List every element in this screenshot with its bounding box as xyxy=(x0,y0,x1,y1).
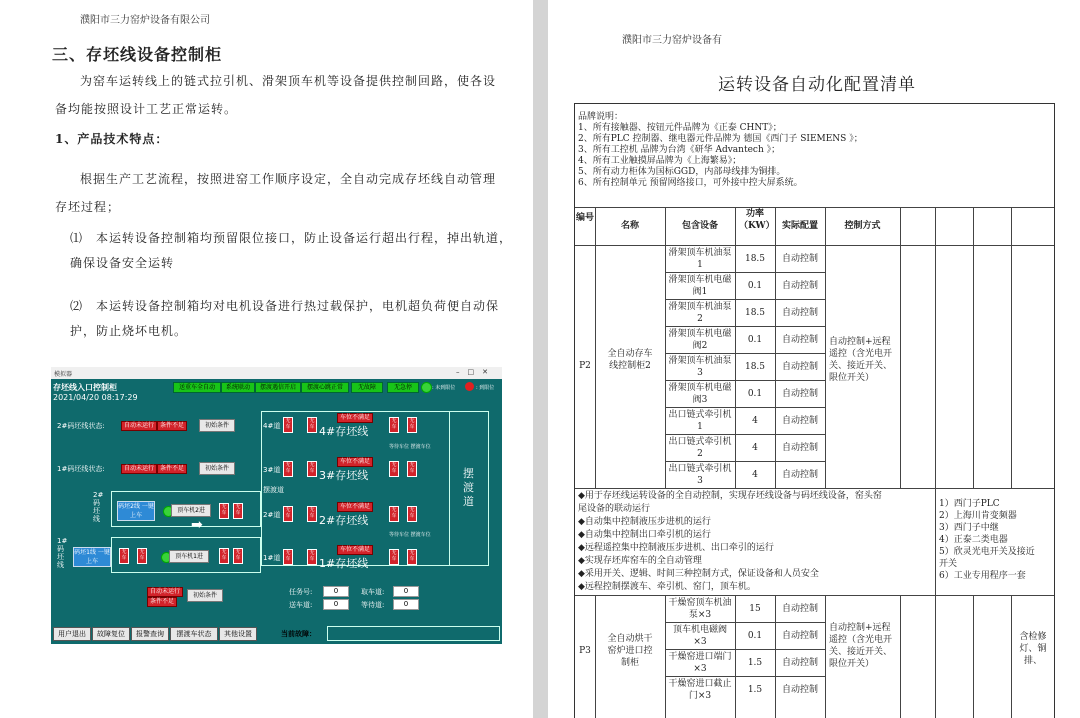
direction-arrow-icon: ➡ xyxy=(191,517,203,533)
table-cell: 滑架顶车机油泵2 xyxy=(668,302,732,324)
brand-note: 1、所有接触器、按钮元件品牌为《正泰 CHNT》； xyxy=(578,123,782,133)
car-slot: 无车 xyxy=(233,548,243,564)
loading-line-1-label: 1# 码 坯 线 xyxy=(57,537,68,569)
component-line: 3）西门子中继 xyxy=(939,523,999,533)
init-condition-button[interactable]: 初始条件 xyxy=(199,419,235,432)
feature-line: ◆自动集中控制出口牵引机的运行 xyxy=(578,530,711,540)
table-cell: 18.5 xyxy=(744,362,766,372)
table-cell: 自动控制 xyxy=(781,389,818,399)
car-slot: 无车 xyxy=(283,461,293,477)
table-cell: 0.1 xyxy=(747,631,763,641)
row-number: P3 xyxy=(579,646,591,656)
table-cell: 自动控制 xyxy=(781,416,818,426)
table-cell: 4 xyxy=(752,443,758,453)
component-line: 6）工业专用程序一套 xyxy=(939,571,1026,581)
feature-line: ◆采用开关、逻辑、时间三种控制方式，保证设备和人员安全 xyxy=(578,569,819,579)
table-cell: 自动控制 xyxy=(781,685,818,695)
feature-line: 尾设备的联动运行 xyxy=(578,504,651,514)
page-header: 濮阳市三力窑炉设备有限公司 xyxy=(80,15,210,26)
channel-label: 4#道 xyxy=(263,422,281,430)
column-header: 功率（KW） xyxy=(739,209,775,231)
table-cell: 自动控制 xyxy=(781,470,818,480)
car-condition-badge: 车位不满足 xyxy=(337,413,373,423)
status-badge: 条件不足 xyxy=(157,421,187,431)
table-cell: 自动控制 xyxy=(781,254,818,264)
car-condition-badge: 车位不满足 xyxy=(337,502,373,512)
configuration-table xyxy=(574,103,1055,718)
cabinet-name: 全自动烘干窑炉进口控制柜 xyxy=(607,634,653,668)
logout-button[interactable]: 用户退出 xyxy=(53,627,91,641)
paragraph-line: 备均能按照设计工艺正常运转。 xyxy=(55,102,238,116)
wait-pos-text: 等待车位 xyxy=(389,444,410,450)
table-cell: 滑架顶车机电磁阀3 xyxy=(668,383,732,405)
row-number: P2 xyxy=(579,361,591,371)
status-button[interactable]: 送重车全自动 xyxy=(173,382,221,393)
extra-note: 含检修灯、铜排、 xyxy=(1019,632,1047,666)
ferry-status-button[interactable]: 摆渡车状态 xyxy=(170,627,218,641)
table-cell: 0.1 xyxy=(747,281,763,291)
table-cell: 滑架顶车机油泵1 xyxy=(668,248,732,270)
car-slot: 无车 xyxy=(219,503,229,519)
status-button[interactable]: 摆渡遇信开启 xyxy=(255,382,301,393)
table-cell: 0.1 xyxy=(747,335,763,345)
table-cell: 滑架顶车机电磁阀2 xyxy=(668,329,732,351)
feature-line: ◆自动集中控制液压步进机的运行 xyxy=(578,517,711,527)
table-cell: 4 xyxy=(752,416,758,426)
hmi-window-titlebar xyxy=(51,367,502,379)
task-no-field[interactable]: 0 xyxy=(323,586,349,597)
car-slot: 无车 xyxy=(137,548,147,564)
brand-note: 4、所有工业触摸屏品牌为《上海繁易》； xyxy=(578,156,742,166)
table-cell: 出口链式牵引机3 xyxy=(668,464,732,486)
hmi-window-title: 模拟器 xyxy=(54,371,73,378)
wait-road-label: 等待道: xyxy=(361,601,385,609)
list-item: ⑵ 本运转设备控制箱均对电机设备进行热过载保护，电机超负荷便自动保 xyxy=(70,299,500,313)
column-header: 控制方式 xyxy=(844,221,881,231)
status-badge: 自动未运行 xyxy=(121,421,157,431)
wait-pos-label xyxy=(389,531,431,538)
send-road-field[interactable]: 0 xyxy=(323,599,349,610)
car-slot: 无车 xyxy=(119,548,129,564)
storage-line-4: 4#存坯线 xyxy=(319,425,369,438)
feature-line: ◆实现存坯库窑车的全自动管理 xyxy=(578,556,702,566)
paragraph-line: 根据生产工艺流程，按照进窑工作顺序设定，全自动完成存坯线自动管理 xyxy=(80,172,497,186)
send-road-label: 送车道: xyxy=(289,601,313,609)
car-slot: 无车 xyxy=(233,503,243,519)
feature-line: ◆远程控制摆渡车、牵引机、窑门，顶车机。 xyxy=(578,582,756,592)
init-condition-button[interactable]: 初始条件 xyxy=(187,589,223,602)
alarm-query-button[interactable]: 报警查询 xyxy=(131,627,169,641)
feature-line: ◆远程遥控集中控制液压步进机、出口牵引的运行 xyxy=(578,543,774,553)
status-button[interactable]: 无急停 xyxy=(387,382,419,393)
table-cell: 自动控制 xyxy=(781,281,818,291)
line2-status-label: 2#码坯线状态: xyxy=(57,422,105,430)
ferry-road-label: 摆渡道 xyxy=(463,467,474,508)
car-condition-badge: 车位不满足 xyxy=(337,457,373,467)
column-header: 包含设备 xyxy=(681,221,718,231)
list-item: 确保设备安全运转 xyxy=(70,256,175,270)
hmi-screenshot xyxy=(51,367,502,644)
status-badge: 条件不足 xyxy=(147,597,177,607)
status-button[interactable]: 摆渡心跳正常 xyxy=(301,382,349,393)
table-cell: 自动控制 xyxy=(781,308,818,318)
car-slot: 无车 xyxy=(307,417,317,433)
current-fault-field xyxy=(327,626,500,641)
subheading: 1、产品技术特点： xyxy=(55,132,169,146)
table-cell: 出口链式牵引机2 xyxy=(668,437,732,459)
take-road-label: 取车道: xyxy=(361,588,385,596)
table-cell: 4 xyxy=(752,470,758,480)
brand-note: 品牌说明： xyxy=(578,112,624,122)
page-header: 濮阳市三力窑炉设备有 xyxy=(622,35,722,46)
init-condition-button[interactable]: 初始条件 xyxy=(199,462,235,475)
column-header: 实际配置 xyxy=(781,221,818,231)
component-line: 2）上海川肯变频器 xyxy=(939,511,1017,521)
table-cell: 干燥窑进口端门×3 xyxy=(668,652,732,674)
table-cell: 自动控制 xyxy=(781,362,818,372)
table-cell: 18.5 xyxy=(744,308,766,318)
brand-note: 2、所有PLC 控制器、继电器元件品牌为 德国《西门子 SIEMENS 》； xyxy=(578,134,863,144)
table-cell: 15 xyxy=(749,604,761,614)
car-slot: 无车 xyxy=(389,461,399,477)
wait-road-field[interactable]: 0 xyxy=(393,599,419,610)
loading-line-2-label: 2# 码 坯 线 xyxy=(93,491,104,523)
car-slot: 无车 xyxy=(407,549,417,565)
channel-label: 2#道 xyxy=(263,511,281,519)
column-header: 名称 xyxy=(620,221,639,231)
cabinet-name: 全自动存车线控制柜2 xyxy=(607,349,653,371)
table-cell: 自动控制 xyxy=(781,604,818,614)
list-item: ⑴ 本运转设备控制箱均预留限位接口，防止设备运行超出行程，掉出轨道， xyxy=(70,231,513,245)
brand-note: 3、所有工控机 品牌为台湾《研华 Advantech 》； xyxy=(578,145,781,155)
table-cell: 1.5 xyxy=(747,658,763,668)
channel-label: 1#道 xyxy=(263,554,281,562)
car-slot: 无车 xyxy=(389,417,399,433)
car-slot: 无车 xyxy=(307,506,317,522)
right-document-page xyxy=(548,0,1080,718)
car-slot: 无车 xyxy=(307,549,317,565)
table-cell: 滑架顶车机电磁阀1 xyxy=(668,275,732,297)
channel-label: 3#道 xyxy=(263,466,281,474)
take-road-field[interactable]: 0 xyxy=(393,586,419,597)
fault-reset-button[interactable]: 故障复位 xyxy=(92,627,130,641)
car-slot: 无车 xyxy=(283,549,293,565)
table-cell: 自动控制 xyxy=(781,443,818,453)
other-settings-button[interactable]: 其他设置 xyxy=(219,627,257,641)
table-cell: 自动控制 xyxy=(781,335,818,345)
car-slot: 无车 xyxy=(283,506,293,522)
car-slot: 无车 xyxy=(407,417,417,433)
table-cell: 顶车机电磁阀×3 xyxy=(672,625,727,647)
component-line: 1）西门子PLC xyxy=(939,499,1000,509)
unlimit-indicator-icon xyxy=(421,382,432,393)
car-slot: 无车 xyxy=(389,506,399,522)
table-cell: 自动控制 xyxy=(781,631,818,641)
table-cell: 干燥窑顶车机油泵×3 xyxy=(668,598,732,620)
control-method: 自动控制+远程遥控（含光电开关、接近开关、限位开关） xyxy=(829,337,893,383)
table-cell: 自动控制 xyxy=(781,658,818,668)
status-badge: 自动未运行 xyxy=(121,464,157,474)
feature-line: ◆用于存坯线运转设备的全自动控制，实现存坯线设备与码坯线设备，窑头窑 xyxy=(578,491,882,501)
current-fault-label: 当前故障： xyxy=(281,630,316,638)
wait-pos-label xyxy=(389,443,431,450)
column-header: 编号 xyxy=(575,213,594,223)
status-button[interactable]: 无故障 xyxy=(351,382,383,393)
brand-note: 6、所有控制单元 预留网络接口，可外接中控大屏系统。 xyxy=(578,178,803,188)
ferry-pos-text: 摆渡车位 xyxy=(410,444,431,450)
hmi-title: 存坯线入口控制柜 xyxy=(53,383,117,392)
list-item: 护，防止烧坏电机。 xyxy=(70,324,188,338)
ferry-road-side-label: 摆渡道 xyxy=(263,486,284,494)
component-line: 4）正泰二类电器 xyxy=(939,535,1008,545)
car-condition-badge: 车位不满足 xyxy=(337,545,373,555)
storage-line-1: 1#存坯线 xyxy=(319,557,369,570)
storage-line-2: 2#存坯线 xyxy=(319,514,369,527)
left-document-page xyxy=(0,0,533,718)
pusher-2-button[interactable]: 顶车机2进 xyxy=(171,504,211,517)
paragraph-line: 存坯过程； xyxy=(55,200,121,214)
paragraph-line: 为窑车运转线上的链式拉引机、滑架顶车机等设备提供控制回路，使各设 xyxy=(80,74,497,88)
control-method: 自动控制+远程遥控（含光电开关、接近开关、限位开关） xyxy=(829,623,893,669)
hmi-datetime: 2021/04/20 08:17:29 xyxy=(53,393,138,402)
table-cell: 滑架顶车机油泵3 xyxy=(668,356,732,378)
status-badge: 自动未运行 xyxy=(147,587,183,597)
pusher-1-button[interactable]: 顶车机1进 xyxy=(169,550,209,563)
car-slot: 无车 xyxy=(283,417,293,433)
ferry-pos-text: 摆渡车位 xyxy=(410,532,431,538)
status-button[interactable]: 系统联动 xyxy=(221,382,255,393)
car-slot: 无车 xyxy=(307,461,317,477)
section-title: 三、存坯线设备控制柜 xyxy=(52,45,223,64)
line1-one-key-button[interactable]: 码坯1线 一键上车 xyxy=(74,549,110,565)
table-cell: 干燥窑进口截止门×3 xyxy=(668,679,732,701)
legend-text: : 到限位 xyxy=(476,385,495,391)
car-slot: 无车 xyxy=(407,506,417,522)
component-line: 开关 xyxy=(939,559,958,569)
status-badge: 条件不足 xyxy=(157,464,187,474)
component-line: 5）欣灵光电开关及接近 xyxy=(939,547,1035,557)
wait-pos-text: 等待车位 xyxy=(389,532,410,538)
task-no-label: 任务号: xyxy=(289,588,313,596)
window-controls-icon[interactable]: –□✕ xyxy=(456,368,496,376)
car-slot: 无车 xyxy=(407,461,417,477)
table-cell: 1.5 xyxy=(747,685,763,695)
table-cell: 18.5 xyxy=(744,254,766,264)
line1-status-label: 1#码坯线状态: xyxy=(57,465,105,473)
car-slot: 无车 xyxy=(389,549,399,565)
storage-line-3: 3#存坯线 xyxy=(319,469,369,482)
limit-indicator-icon xyxy=(465,382,474,391)
car-slot: 无车 xyxy=(219,548,229,564)
legend-text: : 未到限位 xyxy=(432,385,456,391)
line2-one-key-button[interactable]: 码坯2线 一键上车 xyxy=(118,503,154,519)
table-cell: 出口链式牵引机1 xyxy=(668,410,732,432)
brand-note: 5、所有动力柜体为国标GGD，内部母线排为铜排。 xyxy=(578,167,786,177)
document-title: 运转设备自动化配置清单 xyxy=(718,75,916,95)
table-cell: 0.1 xyxy=(747,389,763,399)
